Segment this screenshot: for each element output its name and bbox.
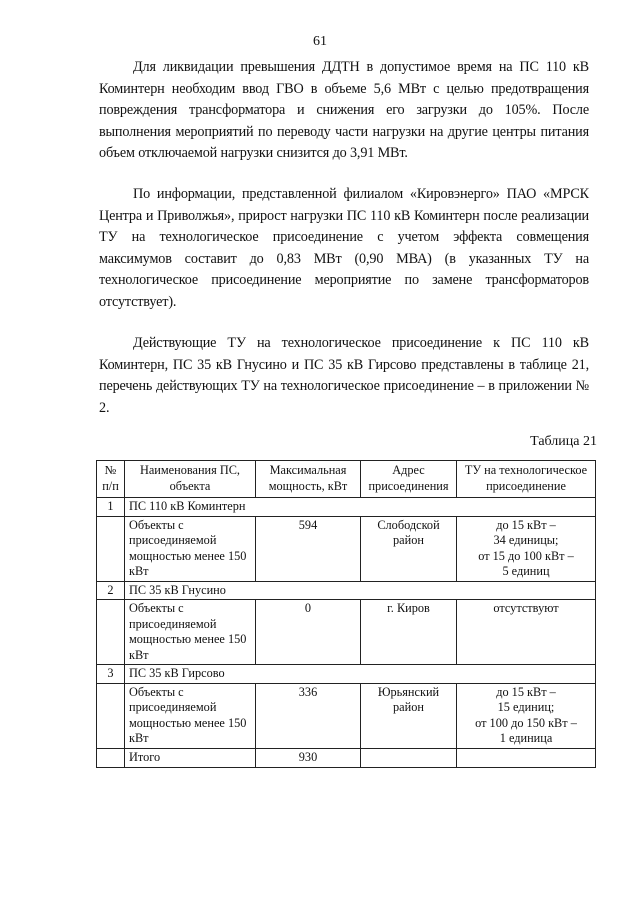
total-label: Итого bbox=[125, 748, 256, 767]
row-num-empty bbox=[97, 516, 125, 581]
row-power: 0 bbox=[256, 600, 361, 665]
paragraph-2: По информации, представленной филиалом «Кировэнерго» ПАО «МРСК Центра и Приволжья», прирост нагрузки ПС 110 кВ Коминтерн после реализации ТУ на технологическое присоединение с учетом эффекта совмещения максимумов составит до 0,83 МВт (0,90 МВА) (в указанных ТУ на технологическое присоединение мероприятие по замене трансформаторов отсутствует). bbox=[99, 186, 589, 310]
table-row bbox=[97, 516, 596, 581]
total-address-empty bbox=[361, 748, 457, 767]
row-num-empty bbox=[97, 683, 125, 748]
row-power: 594 bbox=[256, 516, 361, 581]
header-name: Наименования ПС, объекта bbox=[125, 461, 256, 498]
header-power: Максимальная мощность, кВт bbox=[256, 461, 361, 498]
row-tu bbox=[457, 516, 596, 581]
tu-line: до 15 кВт – bbox=[496, 517, 556, 532]
group-empty-cell bbox=[256, 498, 596, 517]
tu-line: от 100 до 150 кВт – bbox=[475, 715, 577, 730]
row-object: Объекты с присоединяемой мощностью менее 150 кВт bbox=[125, 600, 256, 665]
row-address: Слободской район bbox=[361, 516, 457, 581]
table-group-row bbox=[97, 665, 596, 684]
group-num: 1 bbox=[97, 498, 125, 517]
total-tu-empty bbox=[457, 748, 596, 767]
table-row bbox=[97, 683, 596, 748]
table-group-row bbox=[97, 581, 596, 600]
table-group-row bbox=[97, 498, 596, 517]
row-address: г. Киров bbox=[361, 600, 457, 665]
group-substation: ПС 110 кВ Коминтерн bbox=[125, 498, 256, 517]
group-substation: ПС 35 кВ Гирсово bbox=[125, 665, 256, 684]
substation-table bbox=[96, 460, 596, 768]
row-power: 336 bbox=[256, 683, 361, 748]
row-address: Юрьянский район bbox=[361, 683, 457, 748]
tu-line: 5 единиц bbox=[502, 564, 550, 578]
table-caption: Таблица 21 bbox=[530, 434, 597, 449]
group-num: 2 bbox=[97, 581, 125, 600]
row-tu bbox=[457, 683, 596, 748]
tu-line: от 15 до 100 кВт – bbox=[478, 548, 574, 563]
table-row bbox=[97, 600, 596, 665]
row-object: Объекты с присоединяемой мощностью менее 150 кВт bbox=[125, 516, 256, 581]
paragraph-1: Для ликвидации превышения ДДТН в допустимое время на ПС 110 кВ Коминтерн необходим ввод ГВО в объеме 5,6 МВт с целью предотвращения повреждения трансформатора и снижения его загрузки до 105%. После выполнения мероприятий по переводу части нагрузки на другие центры питания объем отключаемой нагрузки снизится до 3,91 МВт. bbox=[99, 59, 589, 162]
page-number: 61 bbox=[313, 34, 327, 49]
total-power: 930 bbox=[256, 748, 361, 767]
tu-line: 1 единица bbox=[499, 731, 553, 745]
row-object: Объекты с присоединяемой мощностью менее 150 кВт bbox=[125, 683, 256, 748]
group-empty-cell bbox=[256, 581, 596, 600]
tu-line: отсутствуют bbox=[493, 601, 559, 615]
tu-line: 34 единицы; bbox=[493, 533, 559, 547]
group-num: 3 bbox=[97, 665, 125, 684]
total-num-empty bbox=[97, 748, 125, 767]
row-tu bbox=[457, 600, 596, 665]
header-tu: ТУ на технологическое присоединение bbox=[457, 461, 596, 498]
group-substation: ПС 35 кВ Гнусино bbox=[125, 581, 256, 600]
tu-line: до 15 кВт – bbox=[496, 684, 556, 699]
paragraph-3: Действующие ТУ на технологическое присоединение к ПС 110 кВ Коминтерн, ПС 35 кВ Гнусино и ПС 35 кВ Гирсово представлены в таблице 21, перечень действующих ТУ на технологическое присоединение – в приложении № 2. bbox=[99, 335, 589, 416]
row-num-empty bbox=[97, 600, 125, 665]
table-total-row bbox=[97, 748, 596, 767]
group-empty-cell bbox=[256, 665, 596, 684]
tu-line: 15 единиц; bbox=[497, 700, 555, 714]
header-address: Адрес присоединения bbox=[361, 461, 457, 498]
table-header-row bbox=[97, 461, 596, 498]
header-num: № п/п bbox=[97, 461, 125, 498]
